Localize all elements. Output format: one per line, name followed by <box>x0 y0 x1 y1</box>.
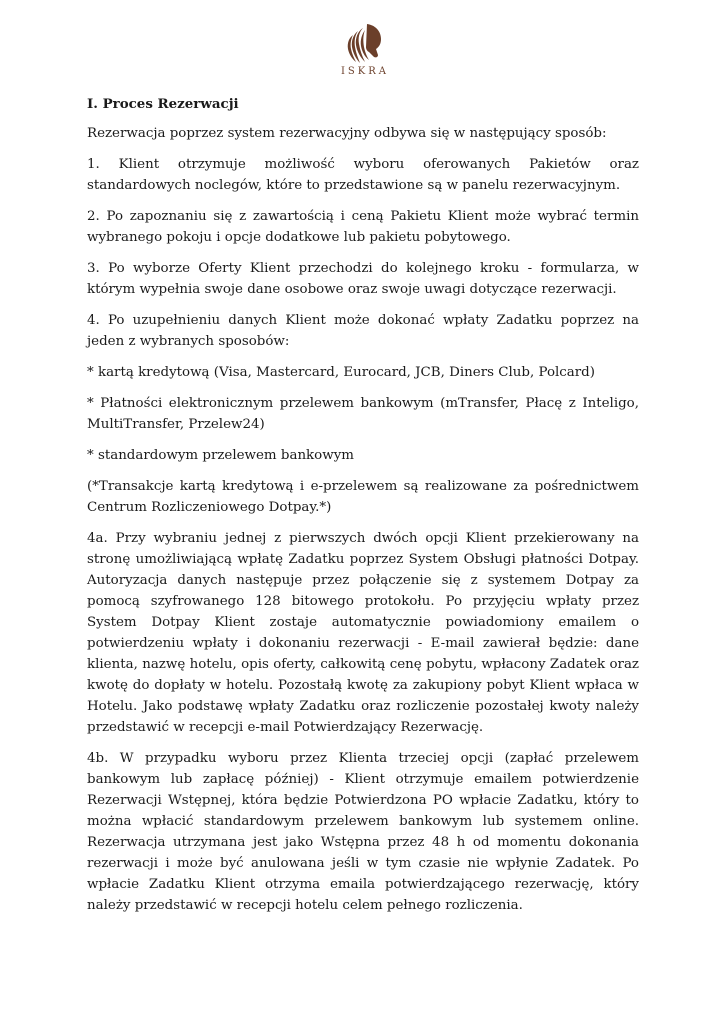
document-body <box>87 94 639 926</box>
horse-head-icon <box>345 22 385 66</box>
paragraph-step-4b: 4b. W przypadku wyboru przez Klienta trzeciej opcji (zapłać przelewem bankowym lub zapłacę później) - Klient otrzymuje emailem potwierdzenie Rezerwacji Wstępnej, która będzie Potwierdzona PO wpłacie Zadatku, który to można wpłacić standardowym przelewem bankowym lub systemem online. Rezerwacja utrzymana jest jako Wstępna przez 48 h od momentu dokonania rezerwacji i może być anulowana jeśli w tym czasie nie wpłynie Zadatek. Po wpłacie Zadatku Klient otrzyma emaila potwierdzającego rezerwację, który należy przedstawić w recepcji hotelu celem pełnego rozliczenia. <box>87 751 639 913</box>
section-heading: I. Proces Rezerwacji <box>87 96 239 112</box>
logo <box>320 22 410 92</box>
paragraph-step-4: 4. Po uzupełnieniu danych Klient może dokonać wpłaty Zadatku poprzez na jeden z wybranych sposobów: <box>87 313 639 349</box>
payment-option-card: * kartą kredytową (Visa, Mastercard, Eurocard, JCB, Diners Club, Polcard) <box>87 365 595 380</box>
paragraph-step-2: 2. Po zapoznaniu się z zawartością i ceną Pakietu Klient może wybrać termin wybranego pokoju i opcje dodatkowe lub pakietu pobytowego. <box>87 209 639 245</box>
payment-note: (*Transakcje kartą kredytową i e-przelewem są realizowane za pośrednictwem Centrum Rozliczeniowego Dotpay.*) <box>87 479 639 515</box>
paragraph-intro: Rezerwacja poprzez system rezerwacyjny odbywa się w następujący sposób: <box>87 126 607 141</box>
logo-text: ISKRA <box>340 66 390 77</box>
payment-option-bank-transfer: * standardowym przelewem bankowym <box>87 448 354 463</box>
paragraph-step-1: 1. Klient otrzymuje możliwość wyboru oferowanych Pakietów oraz standardowych noclegów, które to przedstawione są w panelu rezerwacyjnym. <box>87 157 639 193</box>
payment-option-e-transfer: * Płatności elektronicznym przelewem bankowym (mTransfer, Płacę z Inteligo, MultiTransfer, Przelew24) <box>87 396 639 432</box>
paragraph-step-3: 3. Po wyborze Oferty Klient przechodzi do kolejnego kroku - formularza, w którym wypełnia swoje dane osobowe oraz swoje uwagi dotyczące rezerwacji. <box>87 261 639 297</box>
paragraph-step-4a: 4a. Przy wybraniu jednej z pierwszych dwóch opcji Klient przekierowany na stronę umożliwiającą wpłatę Zadatku poprzez System Obsługi płatności Dotpay. Autoryzacja danych następuje przez połączenie się z systemem Dotpay za pomocą szyfrowanego 128 bitowego protokołu. Po przyjęciu wpłaty przez System Dotpay Klient zostaje automatycznie powiadomiony emailem o potwierdzeniu wpłaty i dokonaniu rezerwacji - E-mail zawierał będzie: dane klienta, nazwę hotelu, opis oferty, całkowitą cenę pobytu, wpłacony Zadatek oraz kwotę do dopłaty w hotelu. Pozostałą kwotę za zakupiony pobyt Klient wpłaca w Hotelu. Jako podstawę wpłaty Zadatku oraz rozliczenie pozostałej kwoty należy przedstawić w recepcji e-mail Potwierdzający Rezerwację. <box>87 531 639 735</box>
